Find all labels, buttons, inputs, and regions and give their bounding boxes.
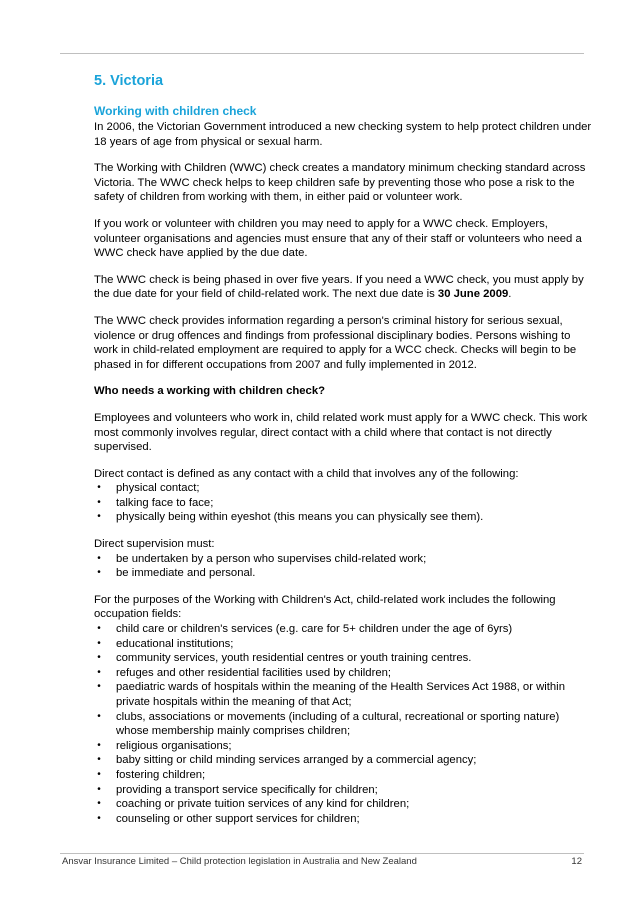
list-item-text: baby sitting or child minding services arranged by a commercial agency; [116,754,477,767]
list-item-text: coaching or private tuition services of any kind for children; [116,798,410,811]
page-body [94,72,594,826]
list-item [97,812,594,827]
page-footer [62,856,582,868]
list-item [97,797,594,812]
list-item-text: community services, youth residential centres or youth training centres. [116,652,472,665]
paragraph-intro: In 2006, the Victorian Government introduced a new checking system to help protect children under 18 years of age from physical or sexual harm. [94,121,592,148]
paragraph-wwc-standard: The Working with Children (WWC) check creates a mandatory minimum checking standard across Victoria. The WWC check helps to keep children safe by preventing those who pose a risk to the safety of children from working with them, in either paid or volunteer work. [94,162,586,204]
page-number: 12 [571,856,582,867]
paragraph-phase-in [94,273,594,302]
footer-text: Ansvar Insurance Limited – Child protection legislation in Australia and New Zealand [62,856,417,867]
list-item [97,739,594,754]
list-item-text: talking face to face; [116,496,214,509]
list-item-text: be immediate and personal. [116,567,256,580]
occupation-list [94,622,594,826]
paragraph-check-information: The WWC check provides information regarding a person's criminal history for serious sexual, violence or drug offences and findings from professional disciplinary bodies. Persons wishing to work in child-related employment are required to apply for a WCC check. Checks will begin to be phased in for different occupations from 2007 and fully implemented in 2012. [94,314,577,371]
bullet-icon: • [97,710,101,722]
list-item [97,710,594,739]
subsection-title: Working with children check [94,104,257,118]
list-item [97,666,594,681]
paragraph-direct-contact: Direct contact is defined as any contact with a child that involves any of the following: [94,467,519,480]
paragraph-occupation-fields: For the purposes of the Working with Children's Act, child-related work includes the following occupation fields: [94,593,556,621]
paragraph-employees: Employees and volunteers who work in, child related work must apply for a WWC check. This work most commonly involves regular, direct contact with a child where that contact is not directly supervised. [94,411,588,454]
list-item [97,510,594,525]
bullet-icon: • [97,511,101,523]
list-item [97,622,594,637]
list-item [97,637,594,652]
list-item-text: physical contact; [116,482,200,495]
list-item [97,481,594,496]
list-item-text: refuges and other residential facilities used by children; [116,666,392,679]
bullet-icon: • [97,637,101,649]
list-item [97,680,594,709]
question-heading: Who needs a working with children check? [94,385,325,398]
section-title: 5. Victoria [94,73,164,89]
bullet-icon: • [97,754,101,766]
paragraph-who-applies: If you work or volunteer with children you may need to apply for a WWC check. Employers, volunteer organisations and agencies must ensure that any of their staff or volunteers who need a WWC check have applied by the due date. [94,217,582,260]
header-rule [60,53,584,54]
list-item [97,496,594,511]
list-item-text: religious organisations; [116,739,232,752]
bullet-icon: • [97,567,101,579]
list-item [97,783,594,798]
list-item [97,552,594,567]
phase-in-text: The WWC check is being phased in over five years. If you need a WWC check, you must apply by the due date for your field of child-related work. The next due date is [94,273,584,301]
list-item-text: educational institutions; [116,637,234,650]
list-item-text: be undertaken by a person who supervises child-related work; [116,552,427,565]
list-item-text: fostering children; [116,768,206,781]
bullet-icon: • [97,623,101,635]
bullet-icon: • [97,783,101,795]
due-date: 30 June 2009 [437,288,509,301]
list-item-text: paediatric wards of hospitals within the meaning of the Health Services Act 1988, or within private hospitals within the meaning of that Act; [116,681,565,708]
phase-in-end: . [508,288,512,301]
footer-rule [60,853,584,854]
list-item [97,651,594,666]
bullet-icon: • [97,552,101,564]
list-item [97,753,594,768]
supervision-list [94,552,594,581]
bullet-icon: • [97,798,101,810]
bullet-icon: • [97,768,101,780]
bullet-icon: • [97,482,101,494]
contact-list [94,481,594,525]
list-item-text: child care or children's services (e.g. care for 5+ children under the age of 6yrs) [116,623,513,636]
list-item [97,566,594,581]
list-item-text: clubs, associations or movements (including of a cultural, recreational or sporting nature) whose membership mainly comprises children; [116,710,560,738]
bullet-icon: • [97,496,101,508]
bullet-icon: • [97,652,101,664]
list-item-text: counseling or other support services for children; [116,812,360,825]
paragraph-direct-supervision: Direct supervision must: [94,538,215,551]
bullet-icon: • [97,812,101,824]
bullet-icon: • [97,739,101,751]
list-item-text: physically being within eyeshot (this means you can physically see them). [116,511,484,524]
bullet-icon: • [97,666,101,678]
list-item [97,768,594,783]
list-item-text: providing a transport service specifically for children; [116,783,378,796]
bullet-icon: • [97,681,101,693]
